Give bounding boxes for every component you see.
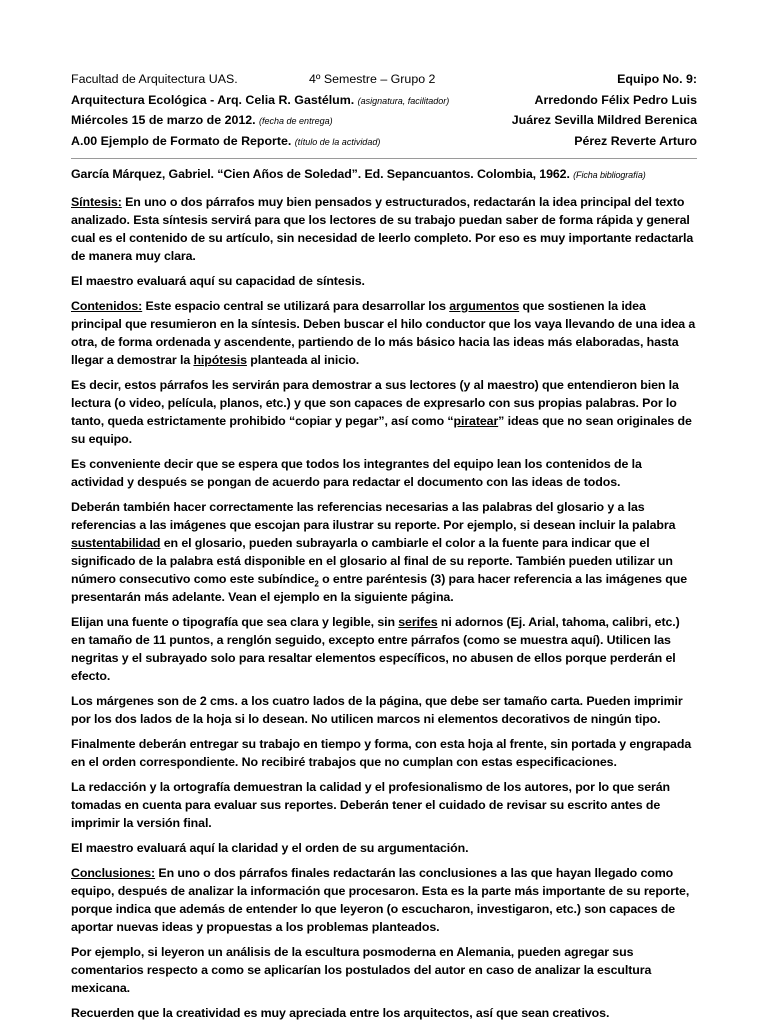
activity-line	[71, 132, 380, 151]
header-row-1	[71, 70, 697, 91]
paragraph-ejemplo	[71, 943, 697, 997]
contenidos-text-1: Este espacio central se utilizará para desarrollar los	[142, 299, 450, 313]
activity-note: (título de la actividad)	[294, 136, 381, 147]
evaluation-1-text: El maestro evaluará aquí su capacidad de síntesis.	[71, 274, 365, 288]
paragraph-entrega	[71, 735, 697, 771]
subscript-number: 2	[314, 579, 319, 589]
entrega-warning: No recibiré trabajos que no cumplan con estas especificaciones.	[241, 755, 617, 769]
team-member-1: Arredondo Félix Pedro Luis	[534, 92, 697, 107]
referencias-text-3: o entre paréntesis	[318, 572, 431, 586]
creatividad-text: Recuerden que la creatividad es muy apreciada entre los arquitectos, así que sean creativos.	[71, 1006, 610, 1020]
team-member-2: Juárez Sevilla Mildred Berenica	[511, 113, 697, 127]
faculty-name	[71, 70, 238, 88]
glossary-word-hipotesis: hipótesis	[193, 353, 247, 367]
team-number: Equipo No. 9:	[617, 72, 697, 86]
bibliography-note: (Ficha bibliografía)	[573, 170, 646, 180]
header-row-2	[71, 91, 697, 112]
paragraph-evaluation-2	[71, 839, 697, 857]
paragraph-conclusiones	[71, 864, 697, 936]
contenidos-text-3: planteada al inicio.	[246, 353, 360, 367]
course-name: Arquitectura Ecológica - Arq. Celia R. Gastélum.	[71, 92, 355, 107]
glossary-word-piratear: piratear	[453, 414, 499, 428]
sintesis-text: En uno o dos párrafos muy bien pensados y estructurados, redactarán la idea principal del texto analizado. Esta síntesis servirá para que los lectores de su trabajo puedan saber de forma rápida y general cual es el contenido de su artículo, sin necesidad de leerlo completo. Por eso es muy importante redactarla de manera muy clara.	[71, 195, 694, 263]
parenthesis-reference: (3)	[430, 572, 446, 586]
paragraph-contenidos	[71, 297, 697, 369]
referencias-text-1: Deberán también hacer correctamente las referencias necesarias a las palabras del glosario y a las referencias a las imágenes que escojan para ilustrar su reporte. Por ejemplo, si desean incluir la palabra	[71, 500, 676, 532]
glossary-word-argumentos: argumentos	[449, 299, 520, 313]
semester-group: 4º Semestre – Grupo 2	[309, 72, 436, 86]
conveniente-text: Es conveniente decir que se espera que todos los integrantes del equipo lean los contenidos de la actividad y después se pongan de acuerdo para redactar el documento con las ideas de todos.	[71, 457, 642, 489]
redaccion-text: La redacción y la ortografía demuestran la calidad y el profesionalismo de los autores, por lo que serán tomadas en cuenta para evaluar sus reportes. Deberán tener el cuidado de revisar su escrito antes de imprimir la versión final.	[71, 780, 670, 830]
paragraph-evaluation-1	[71, 272, 697, 290]
entrega-text: Finalmente deberán entregar su trabajo en tiempo y forma, con esta hoja al frente, sin portada y engrapada en el orden correspondiente.	[71, 737, 692, 769]
tipografia-text-2: ni adornos (Ej. Arial, tahoma, calibri, etc.) en tamaño de 11 puntos, a renglón seguido, excepto entre párrafos (como se muestra aquí). Utilicen las negritas y el subrayado solo para resaltar elementos específicos, no abusen de ellos porque perderán el efecto.	[71, 615, 680, 683]
conclusiones-label: Conclusiones:	[71, 866, 156, 880]
glossary-word-sustentabilidad: sustentabilidad	[71, 536, 161, 550]
paragraph-tipografia	[71, 613, 697, 685]
paragraph-sintesis	[71, 193, 697, 265]
header-row-4	[71, 132, 697, 153]
date-line	[71, 111, 333, 130]
course-note: (asignatura, facilitador)	[357, 95, 450, 106]
bibliography-text: García Márquez, Gabriel. “Cien Años de Soledad”. Ed. Sepancuantos. Colombia, 1962.	[71, 167, 570, 181]
paragraph-referencias	[71, 498, 697, 606]
referencias-text-4: para hacer referencia a las imágenes que presentarán más adelante. Vean el ejemplo en la siguiente página.	[71, 572, 687, 604]
margenes-text: Los márgenes son de 2 cms. a los cuatro lados de la página, que debe ser tamaño carta. Pueden imprimir por los dos lados de la hoja si lo desean. No utilicen marcos ni elementos decorativos de ningún tipo.	[71, 694, 683, 726]
activity-title: A.00 Ejemplo de Formato de Reporte.	[71, 133, 292, 148]
paragraph-es-decir	[71, 376, 697, 448]
es-decir-text-1: Es decir, estos párrafos les servirán para demostrar a sus lectores (y al maestro) que entendieron bien la lectura (o video, película, planos, etc.) y que son capaces de expresarlo con sus propias palabras. Por lo tanto, queda estrictamente prohibido “copiar y pegar”, así como “	[71, 378, 679, 428]
conclusiones-text: En uno o dos párrafos finales redactarán las conclusiones a las que hayan llegado como equipo, después de analizar la información que procesaron. Esta es la parte más importante de su reporte, porque indica que además de entender lo que leyeron (o escucharon, investigaron, etc.) son capaces de aportar nuevas ideas y propuestas a los problemas planteados.	[71, 866, 690, 934]
paragraph-conveniente	[71, 455, 697, 491]
paragraph-creatividad	[71, 1004, 697, 1022]
es-decir-text-2: ” ideas que no sean originales de su equipo.	[71, 414, 692, 446]
date-note: (fecha de entrega)	[259, 116, 333, 126]
delivery-date: Miércoles 15 de marzo de 2012.	[71, 113, 256, 127]
faculty-text: Facultad de Arquitectura UAS.	[71, 72, 238, 86]
glossary-word-serifes: serifes	[398, 615, 438, 629]
tipografia-text-1: Elijan una fuente o tipografía que sea clara y legible, sin	[71, 615, 399, 629]
header-row-3	[71, 111, 697, 132]
paragraph-redaccion	[71, 778, 697, 832]
bibliography	[71, 165, 697, 184]
contenidos-text-2: que sostienen la idea principal que resumieron en la síntesis. Deben buscar el hilo conductor que los vaya llevando de una idea a otra, de forma ordenada y ascendente, partiendo de lo más básico hacia las ideas más elaboradas, hasta llegar a demostrar la	[71, 299, 696, 367]
header-divider	[71, 158, 697, 159]
course-line	[71, 91, 449, 110]
referencias-text-2: en el glosario, pueden subrayarla o cambiarle el color a la fuente para indicar que el significado de la palabra está disponible en el glosario al final de su reporte. También pueden utilizar un número consecutivo como este subíndice	[71, 536, 673, 586]
evaluation-2-text: El maestro evaluará aquí la claridad y el orden de su argumentación.	[71, 841, 469, 855]
sintesis-label: Síntesis:	[71, 195, 122, 209]
ejemplo-text: Por ejemplo, si leyeron un análisis de la escultura posmoderna en Alemania, pueden agregar sus comentarios respecto a como se aplicarían los postulados del autor en caso de analizar la escultura mexicana.	[71, 945, 652, 995]
team-member-3: Pérez Reverte Arturo	[574, 133, 697, 148]
contenidos-label: Contenidos:	[71, 299, 143, 313]
paragraph-margenes	[71, 692, 697, 728]
